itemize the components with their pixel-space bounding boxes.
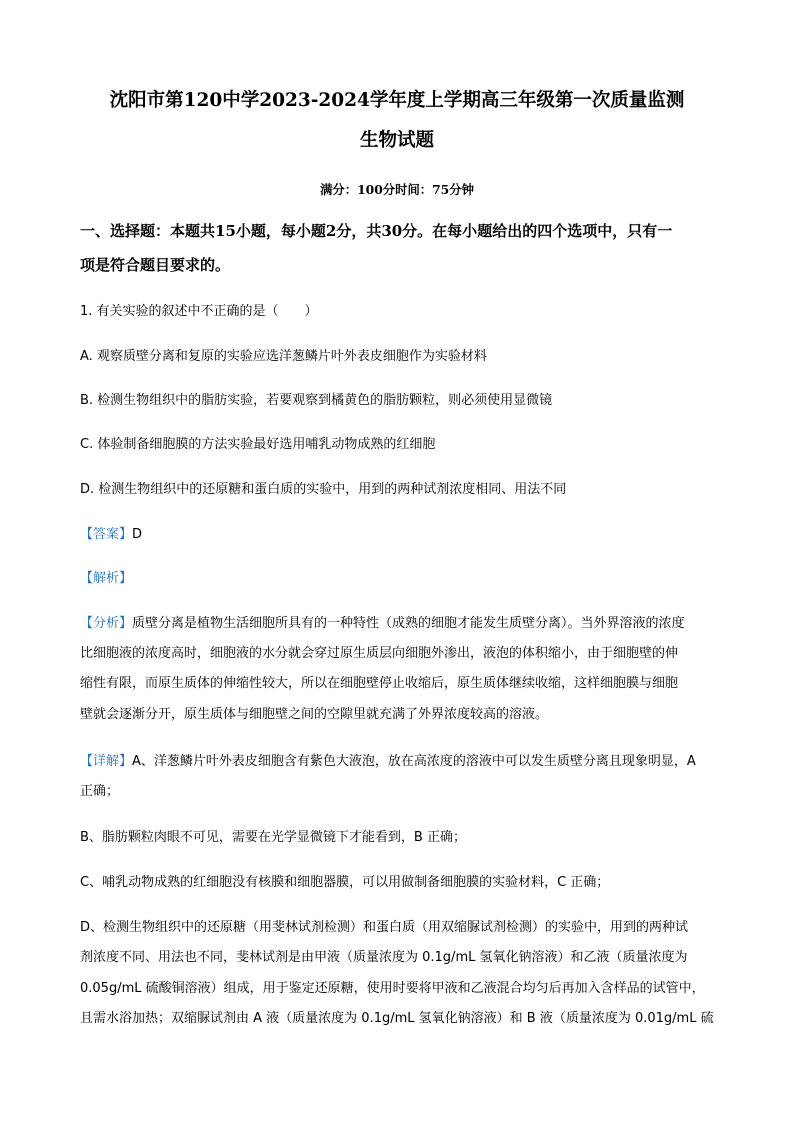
answer-value: D	[132, 527, 143, 542]
fenxi-line-2: 比细胞液的浓度高时，细胞液的水分就会穿过原生质层向细胞外渗出，液泡的体积缩小，由于细胞壁的伸	[80, 646, 679, 661]
option-b: B. 检测生物组织中的脂肪实验，若要观察到橘黄色的脂肪颗粒，则必须使用显微镜	[80, 393, 553, 408]
section-heading-line-1: 一、选择题：本题共15小题，每小题2分，共30分。在每小题给出的四个选项中，只有一	[80, 222, 673, 240]
document-subtitle: 生物试题	[359, 130, 434, 151]
analysis-line	[80, 567, 132, 586]
xiangjie-line-d2: 剂浓度不同、用法也不同，斐林试剂是由甲液（质量浓度为 0.1g/mL 氢氧化钠溶液）和乙液（质量浓度为	[80, 950, 688, 965]
fenxi-line-1	[80, 612, 685, 631]
analysis-tag: 【解析】	[80, 571, 133, 586]
xiangjie-tag: 【详解】	[80, 754, 133, 769]
answer-line	[80, 523, 142, 542]
xiangjie-line-d4: 且需水浴加热；双缩脲试剂由 A 液（质量浓度为 0.1g/mL 氢氧化钠溶液）和 B 液（质量浓度为 0.01g/mL 硫	[80, 1011, 714, 1026]
option-d: D. 检测生物组织中的还原糖和蛋白质的实验中，用到的两种试剂浓度相同、用法不同	[80, 482, 567, 497]
section-heading-line-2: 项是符合题目要求的。	[80, 256, 231, 274]
option-c: C. 体验制备细胞膜的方法实验最好选用哺乳动物成熟的红细胞	[80, 437, 436, 452]
fenxi-tag: 【分析】	[80, 616, 133, 631]
xiangjie-line-d1: D、检测生物组织中的还原糖（用斐林试剂检测）和蛋白质（用双缩脲试剂检测）的实验中，用到的两种试	[80, 920, 689, 935]
exam-meta: 满分：100分时间：75分钟	[320, 182, 474, 197]
xiangjie-line-d3: 0.05g/mL 硫酸铜溶液）组成，用于鉴定还原糖，使用时要将甲液和乙液混合均匀后再加入含样品的试管中，	[80, 981, 705, 996]
xiangjie-line-a1	[80, 750, 696, 769]
fenxi-line-4: 壁就会逐渐分开，原生质体与细胞壁之间的空隙里就充满了外界浓度较高的溶液。	[80, 707, 549, 722]
answer-tag: 【答案】	[80, 527, 133, 542]
xiangjie-text-a1: A、洋葱鳞片叶外表皮细胞含有紫色大液泡，放在高浓度的溶液中可以发生质壁分离且现象明显，A	[132, 754, 696, 769]
xiangjie-line-c: C、哺乳动物成熟的红细胞没有核膜和细胞器膜，可以用做制备细胞膜的实验材料，C 正确；	[80, 875, 610, 890]
xiangjie-line-a2: 正确；	[80, 784, 120, 799]
fenxi-line-3: 缩性有限，而原生质体的伸缩性较大，所以在细胞壁停止收缩后，原生质体继续收缩，这样细胞膜与细胞	[80, 676, 679, 691]
option-a: A. 观察质壁分离和复原的实验应选洋葱鳞片叶外表皮细胞作为实验材料	[80, 349, 487, 364]
xiangjie-line-b: B、脂肪颗粒肉眼不可见，需要在光学显微镜下才能看到，B 正确；	[80, 830, 466, 845]
document-title: 沈阳市第120中学2023-2024学年度上学期高三年级第一次质量监测	[109, 90, 685, 111]
question-stem: 1. 有关实验的叙述中不正确的是（ ）	[80, 304, 318, 319]
fenxi-text-1: 质壁分离是植物生活细胞所具有的一种特性（成熟的细胞才能发生质壁分离）。当外界溶液的浓度	[132, 616, 685, 631]
